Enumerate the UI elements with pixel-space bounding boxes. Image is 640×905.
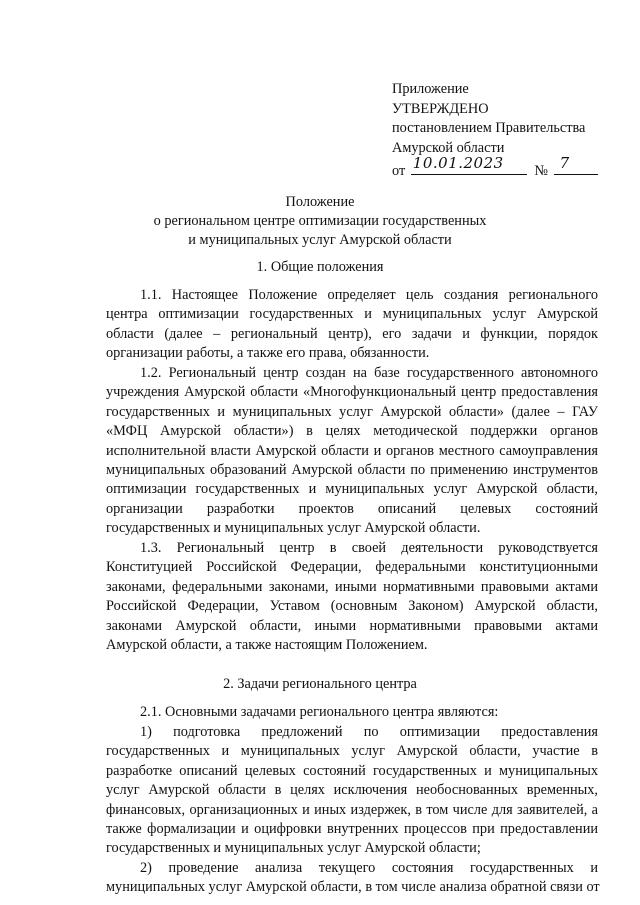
date-blank — [411, 153, 527, 175]
paragraph-line: Амурской области, а также настоящим Положением. — [106, 637, 428, 654]
paragraph-line: Российской Федерации, Уставом (основным Законом) Амурской области, — [106, 598, 598, 615]
paragraph-line: 1) подготовка предложений по оптимизации предоставления — [140, 724, 598, 740]
paragraph-line: 1.1. Настоящее Положение определяет цель создания регионального — [140, 287, 598, 303]
paragraph-line: «МФЦ Амурской области») в целях методической поддержки органов — [106, 423, 598, 440]
paragraph-line: организации разработки проектов описаний целевых состояний — [106, 500, 598, 517]
paragraph-line: учреждения Амурской области «Многофункциональный центр предоставления — [106, 384, 598, 401]
paragraph-2-1-item-2 — [106, 859, 598, 898]
handwritten-number: 7 — [559, 153, 570, 172]
paragraph-line: разработке описаний целевых состояний государственных и муниципальных — [106, 762, 598, 779]
paragraph-2-1 — [106, 703, 598, 722]
paragraph-line: исполнительной власти Амурской области и органов местного самоуправления — [106, 442, 598, 459]
paragraph-line: государственных и муниципальных услуг Амурской области; — [106, 840, 481, 857]
paragraph-line: 1.3. Региональный центр в своей деятельности руководствуется — [140, 540, 598, 556]
handwritten-date: 10.01.2023 — [412, 153, 504, 172]
title-line-2: о региональном центре оптимизации государственных — [153, 213, 487, 229]
section-1-heading: 1. Общие положения — [256, 259, 384, 275]
paragraph-line: 2.1. Основными задачами регионального центра являются: — [140, 704, 499, 720]
document-title — [0, 193, 640, 250]
paragraph-line: муниципальных образований Амурской области по применению инструментов — [106, 462, 598, 479]
paragraph-line: финансовых, организационных и иных издержек, в том числе для заявителей, а — [106, 801, 598, 818]
approved-label: УТВЕРЖДЕНО — [392, 100, 489, 117]
paragraph-line: области (далее – региональный центр), его задачи и функции, порядок — [106, 325, 598, 342]
paragraph-line: законами Амурской области, иными нормативными правовыми актами — [106, 617, 598, 634]
paragraph-1-1 — [106, 286, 598, 364]
paragraph-line: 1.2. Региональный центр создан на базе государственного автономного — [140, 365, 598, 381]
from-label: от — [392, 163, 406, 180]
paragraph-1-3 — [106, 539, 598, 655]
annex-label: Приложение — [392, 81, 469, 97]
decree-date-number — [392, 153, 598, 182]
paragraph-line: оптимизации государственных и муниципальных услуг Амурской области, — [106, 481, 598, 498]
approved-by: постановлением Правительства — [392, 120, 586, 137]
paragraph-line: государственных и муниципальных услуг Амурской области. — [106, 520, 481, 537]
number-blank — [554, 153, 598, 175]
paragraph-2-1-item-1 — [106, 723, 598, 859]
paragraph-1-2 — [106, 364, 598, 539]
number-label: № — [534, 163, 549, 180]
paragraph-line: Конституцией Российской Федерации, федеральными конституционными — [106, 559, 598, 576]
title-line-3: и муниципальных услуг Амурской области — [188, 232, 452, 248]
title-line-1: Положение — [285, 194, 355, 210]
paragraph-line: государственных и муниципальных услуг Амурской области, участие в — [106, 743, 598, 760]
section-2-heading: 2. Задачи регионального центра — [223, 676, 417, 692]
approved-by-region: Амурской области — [392, 139, 505, 156]
paragraph-line: муниципальных услуг Амурской области, в том числе анализа обратной связи от — [106, 879, 600, 896]
approval-stamp-block — [392, 80, 598, 182]
paragraph-line: центра оптимизации государственных и муниципальных услуг Амурской — [106, 306, 598, 323]
paragraph-line: государственных и муниципальных услуг Амурской области» (далее – ГАУ — [106, 403, 598, 420]
paragraph-line: услуг Амурской области в целях исключения необоснованных временных, — [106, 782, 598, 799]
paragraph-line: законами, федеральными законами, иными нормативными правовыми актами — [106, 578, 598, 595]
paragraph-line: организации работы, а также его права, обязанности. — [106, 345, 430, 362]
paragraph-line: 2) проведение анализа текущего состояния государственных и — [140, 860, 598, 876]
paragraph-line: также формализации и оцифровки внутренних процессов при предоставлении — [106, 821, 598, 838]
